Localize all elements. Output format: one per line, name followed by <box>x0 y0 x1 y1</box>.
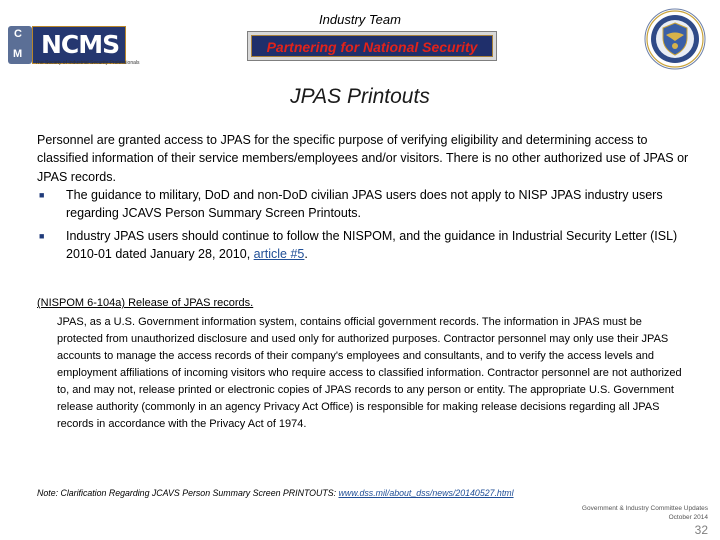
bullet-text: Industry JPAS users should continue to follow the NISPOM, and the guidance in Industrial Security Letter (ISL) 2010-01 dated January 28, 2010, <box>66 228 678 261</box>
ncms-badge <box>8 26 32 64</box>
footer-org-line1: Government & Industry Committee Updates <box>581 505 708 512</box>
clarification-note <box>37 488 514 498</box>
dss-seal-icon <box>644 8 706 70</box>
intro-text: Personnel are granted access to JPAS for the specific purpose of verifying eligibility and determining access to classified information of their service members/employees and/or visitors. There is no other authorized use of JPAS or JPAS records. <box>37 133 689 184</box>
ncms-badge-c: C <box>14 28 22 40</box>
footer-org-line2: October 2014 <box>668 514 708 521</box>
header-team-title: Industry Team <box>319 12 401 27</box>
bullet-text-end: . <box>304 246 308 261</box>
dss-news-link[interactable]: www.dss.mil/about_dss/news/20140527.html <box>338 488 514 498</box>
page-title: JPAS Printouts <box>290 85 430 108</box>
article-5-link[interactable]: article #5 <box>253 246 305 261</box>
page-number: 32 <box>694 523 708 537</box>
bullet-item <box>37 227 692 264</box>
ncms-badge-m: M <box>13 48 23 60</box>
ncms-logo <box>8 26 150 68</box>
nispom-heading: (NISPOM 6-104a) Release of JPAS records. <box>37 297 254 309</box>
note-prefix: Note: Clarification Regarding JCAVS Person Summary Screen PRINTOUTS: <box>37 488 339 498</box>
square-bullet-icon: ■ <box>39 230 45 241</box>
bullet-list <box>37 186 692 267</box>
ncms-wordmark: NCMS <box>32 26 126 64</box>
nispom-body: JPAS, as a U.S. Government information system, contains official government records. The information in JPAS must be protected from unauthorized disclosure and used only for authorized purposes. Contractor personnel may only use their JPAS accounts to manage the access records of their company's employees and consultants, and to verify the access levels and employment affiliations of incoming visitors who require access to classified information. Contractor personnel are not authorized to, and may not, release printed or electronic copies of JPAS records to any person or entity. The appropriate U.S. Government release authority (commonly in an agency Privacy Act Office) is responsible for making release decisions regarding all JPAS records in accordance with the Privacy Act of 1974. <box>57 316 682 430</box>
banner-text: Partnering for National Security <box>251 35 493 57</box>
intro-paragraph <box>37 131 692 186</box>
bullet-item <box>37 186 692 223</box>
square-bullet-icon: ■ <box>39 190 45 200</box>
partnering-banner <box>247 31 497 61</box>
bullet-text: The guidance to military, DoD and non-DoD civilian JPAS users does not apply to NISP JPAS industry users regarding JCAVS Person Summary Screen Printouts. <box>66 188 663 221</box>
footer-committee <box>420 504 708 522</box>
ncms-tagline: The Society of Industrial Security Professionals <box>35 60 140 66</box>
